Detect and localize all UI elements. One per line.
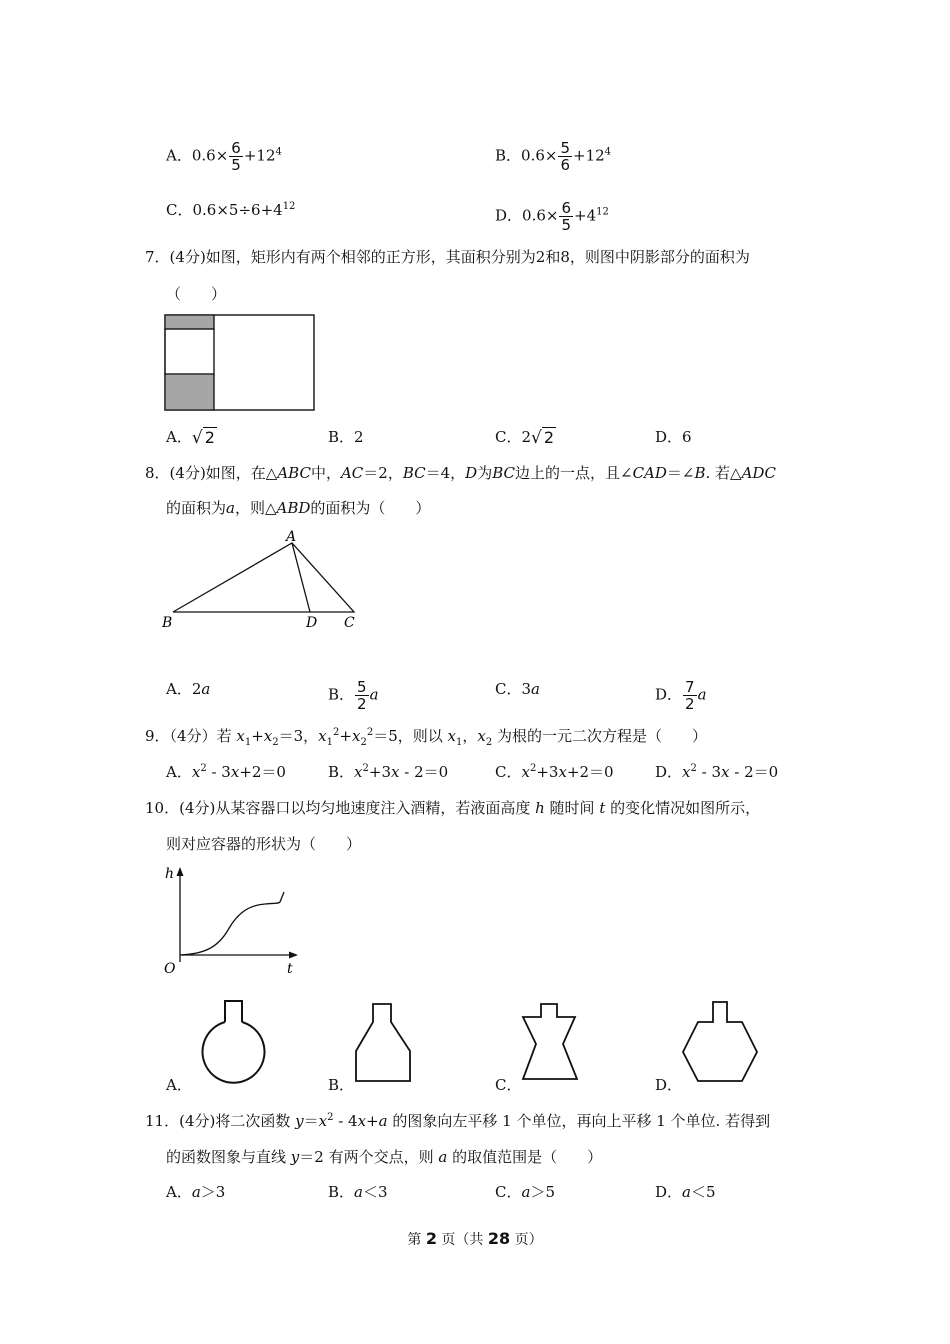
text: 0.6× xyxy=(521,146,558,165)
value: 3 xyxy=(521,680,532,698)
var: a xyxy=(191,1183,201,1201)
var: D xyxy=(465,464,478,482)
text: 第 xyxy=(407,1232,426,1248)
option-label: C． xyxy=(495,1183,522,1201)
option-label: B． xyxy=(328,763,355,781)
var: x xyxy=(263,727,273,745)
var: x xyxy=(558,763,567,781)
var: BC xyxy=(402,464,426,482)
var: x xyxy=(447,727,456,745)
exponent: 4 xyxy=(604,146,612,158)
denominator: 2 xyxy=(357,695,367,713)
q7-figure xyxy=(164,314,316,412)
text: - 2＝0 xyxy=(399,763,449,781)
var: B xyxy=(694,464,706,482)
exponent: 2 xyxy=(333,727,340,738)
text: 的取值范围是（ ） xyxy=(447,1148,603,1166)
q7-stem: 7．(4分)如图，矩形内有两个相邻的正方形，其面积分别为2和8，则图中阴影部分的面积为 xyxy=(145,248,750,266)
option-label: D． xyxy=(655,1183,683,1201)
text: 0.6×5÷6+4 xyxy=(192,201,283,219)
option-label: C． xyxy=(166,201,193,219)
denominator: 5 xyxy=(561,216,572,234)
var: x xyxy=(351,727,361,745)
var: x xyxy=(521,763,530,781)
radicand: 2 xyxy=(543,428,555,447)
numerator: 5 xyxy=(357,678,367,696)
value: 2 xyxy=(354,428,364,446)
var: ADC xyxy=(741,464,776,482)
sqrt xyxy=(531,428,556,448)
text: 0.6× xyxy=(522,206,559,225)
numerator: 5 xyxy=(560,139,571,157)
y-axis-arrow xyxy=(177,867,184,876)
text: 11．(4分)将二次函数 xyxy=(145,1112,296,1130)
label-b: B xyxy=(162,615,173,631)
var: t xyxy=(599,799,606,817)
denominator: 2 xyxy=(685,695,695,713)
text: +12 xyxy=(573,146,605,165)
q6-option-b xyxy=(495,140,611,173)
text: 为 xyxy=(477,464,493,482)
radical-sign: √ xyxy=(191,428,203,448)
var: CAD xyxy=(632,464,667,482)
hexagon-outline xyxy=(683,1002,757,1081)
text: ，则△ xyxy=(234,499,277,517)
label-d: D xyxy=(306,615,318,631)
var: a xyxy=(378,1112,388,1130)
text: +3 xyxy=(536,763,559,781)
var: a xyxy=(682,1183,691,1201)
denominator: 6 xyxy=(560,156,571,174)
subscript: 2 xyxy=(272,737,279,748)
var: h xyxy=(535,799,545,817)
text: + xyxy=(339,727,352,745)
var: a xyxy=(354,1183,363,1201)
text: ＝3， xyxy=(278,727,319,745)
numerator: 6 xyxy=(561,199,572,217)
q11-option-d xyxy=(655,1182,716,1202)
subscript: 2 xyxy=(485,737,493,748)
text: +2＝0 xyxy=(239,763,286,781)
text: 页（共 xyxy=(436,1232,488,1248)
text: - 2＝0 xyxy=(729,763,779,781)
container-b-bottle xyxy=(352,1002,414,1084)
text: 0.6× xyxy=(191,146,229,165)
container-a-flask xyxy=(200,998,272,1086)
var: a xyxy=(369,685,379,704)
exponent: 2 xyxy=(366,727,374,738)
text: ＝∠ xyxy=(666,464,695,482)
q7-option-b xyxy=(328,427,364,447)
sqrt xyxy=(192,428,217,448)
text: - 3 xyxy=(206,763,231,781)
fraction xyxy=(683,679,697,712)
exponent: 4 xyxy=(275,146,282,158)
numerator: 6 xyxy=(231,139,241,157)
small-square xyxy=(165,329,214,374)
text: 的图象向左平移 1 个单位，再向上平移 1 个单位. 若得到 xyxy=(387,1112,771,1130)
q10-option-b-label: B． xyxy=(328,1076,355,1094)
option-label: B． xyxy=(328,685,355,704)
q6-option-c xyxy=(166,200,295,220)
option-label: A． xyxy=(166,1183,192,1201)
var: x xyxy=(354,763,363,781)
value: ＜5 xyxy=(690,1183,716,1201)
value: ＜3 xyxy=(362,1183,388,1201)
text: +4 xyxy=(574,206,597,225)
text: 的面积为（ ） xyxy=(310,499,431,517)
var: x xyxy=(230,763,240,781)
text: - 4 xyxy=(333,1112,358,1130)
option-label: A． xyxy=(166,428,192,446)
text: 页） xyxy=(510,1232,543,1248)
container-d-hexagon xyxy=(680,1000,762,1084)
exponent: 2 xyxy=(327,1112,334,1123)
q8-stem-line1 xyxy=(145,463,776,483)
q7-option-a xyxy=(166,427,217,448)
fraction xyxy=(558,140,572,173)
q6-option-a xyxy=(166,140,282,173)
value: ＞5 xyxy=(530,1183,555,1201)
text: 边上的一点，且∠ xyxy=(514,464,633,482)
page-number: 2 xyxy=(425,1229,437,1248)
exponent: 12 xyxy=(282,201,296,212)
text: ＝2 有两个交点，则 xyxy=(299,1148,439,1166)
fraction xyxy=(229,140,243,173)
var: x xyxy=(191,763,201,781)
exponent: 2 xyxy=(200,763,207,774)
text: 8．(4分)如图，在△ xyxy=(145,464,278,482)
value: 2 xyxy=(191,680,202,698)
axis-label-t: t xyxy=(287,961,293,977)
value: ＞3 xyxy=(200,1183,226,1201)
q7-paren: （ ） xyxy=(166,285,227,303)
page-total: 28 xyxy=(487,1229,511,1248)
text: 随时间 xyxy=(544,799,600,817)
option-label: A． xyxy=(166,680,192,698)
text: ＝4， xyxy=(425,464,466,482)
q11-option-c xyxy=(495,1182,555,1202)
text: 为根的一元二次方程是（ ） xyxy=(492,727,707,745)
var: a xyxy=(201,680,211,698)
var: a xyxy=(521,1183,531,1201)
q10-stem-line2: 则对应容器的形状为（ ） xyxy=(166,835,362,853)
option-label: C． xyxy=(495,428,522,446)
q8-option-b xyxy=(328,679,379,712)
text: +12 xyxy=(243,146,276,165)
triangle-abc xyxy=(173,543,354,612)
exponent: 2 xyxy=(362,763,369,774)
var: x xyxy=(477,727,486,745)
option-label: B． xyxy=(495,146,522,165)
var: x xyxy=(682,763,691,781)
q9-option-a xyxy=(166,762,286,782)
label-a: A xyxy=(286,529,297,545)
option-label: B． xyxy=(328,428,355,446)
subscript: 1 xyxy=(244,737,252,748)
text: + xyxy=(251,727,264,745)
text: ＝5，则以 xyxy=(373,727,448,745)
shaded-region-bottom xyxy=(165,374,214,410)
subscript: 1 xyxy=(326,737,334,748)
round-body xyxy=(203,1022,265,1083)
neck xyxy=(225,1001,242,1022)
var: x xyxy=(391,763,400,781)
subscript: 2 xyxy=(360,737,367,748)
q10-option-a-label: A． xyxy=(166,1076,192,1094)
q6-option-d xyxy=(495,200,609,233)
text: +3 xyxy=(368,763,391,781)
option-label: B． xyxy=(328,1183,355,1201)
text: ＝ xyxy=(303,1112,319,1130)
option-label: A． xyxy=(166,146,192,165)
radical-sign: √ xyxy=(531,428,542,448)
q9-option-c xyxy=(495,762,614,782)
option-label: D． xyxy=(655,428,683,446)
bottle-outline xyxy=(356,1004,410,1081)
subscript: 1 xyxy=(455,737,463,748)
q7-option-c xyxy=(495,427,556,448)
var: a xyxy=(531,680,540,698)
text: 中， xyxy=(310,464,341,482)
page-footer xyxy=(0,1229,950,1249)
q8-triangle-figure xyxy=(160,528,365,633)
exponent: 2 xyxy=(690,763,697,774)
var: a xyxy=(697,685,707,704)
text: 的函数图象与直线 xyxy=(166,1148,291,1166)
text: 10．(4分)从某容器口以均匀地速度注入酒精，若液面高度 xyxy=(145,799,536,817)
exponent: 12 xyxy=(596,206,609,218)
radicand: 2 xyxy=(204,428,215,447)
label-c: C xyxy=(344,615,355,631)
var: y xyxy=(295,1112,304,1130)
var: a xyxy=(438,1148,448,1166)
axis-label-origin: O xyxy=(164,961,176,977)
option-label: D． xyxy=(655,685,683,704)
q8-stem-line2 xyxy=(166,498,430,518)
q9-option-d xyxy=(655,762,778,782)
q11-stem-line2 xyxy=(166,1147,602,1167)
q8-option-c xyxy=(495,679,540,699)
q10-option-c-label: C． xyxy=(495,1076,522,1094)
var: AC xyxy=(340,464,364,482)
q9-option-b xyxy=(328,762,448,782)
var: x xyxy=(357,1112,367,1130)
option-label: C． xyxy=(495,763,522,781)
var: a xyxy=(226,499,235,517)
shaded-region-top xyxy=(165,315,214,329)
q8-option-a xyxy=(166,679,210,699)
text: . 若△ xyxy=(705,464,742,482)
value: 6 xyxy=(682,428,692,446)
text: 的变化情况如图所示， xyxy=(605,799,761,817)
text: +2＝0 xyxy=(566,763,614,781)
container-c-hourglass xyxy=(519,1002,581,1082)
curve xyxy=(180,892,284,955)
var: x xyxy=(721,763,730,781)
coefficient: 2 xyxy=(521,428,532,446)
var: y xyxy=(290,1148,300,1166)
axis-label-h: h xyxy=(165,866,175,882)
option-label: A． xyxy=(166,763,192,781)
text: ， xyxy=(462,727,478,745)
q11-option-a xyxy=(166,1182,225,1202)
var: x xyxy=(318,727,327,745)
text: ＝2， xyxy=(363,464,403,482)
hourglass-outline xyxy=(523,1004,577,1079)
var: x xyxy=(318,1112,328,1130)
text: 的面积为 xyxy=(166,499,227,517)
option-label: D． xyxy=(655,763,683,781)
exponent: 2 xyxy=(529,763,537,774)
var: ABC xyxy=(277,464,311,482)
option-label: C． xyxy=(495,680,522,698)
q10-option-d-label: D． xyxy=(655,1076,683,1094)
option-label: D． xyxy=(495,206,523,225)
var: x xyxy=(236,727,245,745)
x-axis-arrow xyxy=(289,952,298,959)
q7-option-d xyxy=(655,427,692,447)
q10-stem-line1 xyxy=(145,798,760,818)
var: BC xyxy=(492,464,515,482)
q8-option-d xyxy=(655,679,707,712)
q11-stem-line1 xyxy=(145,1111,770,1131)
fraction xyxy=(559,200,573,233)
numerator: 7 xyxy=(685,678,695,696)
q11-option-b xyxy=(328,1182,388,1202)
text: - 3 xyxy=(696,763,722,781)
text: 9．（4分）若 xyxy=(145,727,237,745)
var: ABD xyxy=(276,499,311,517)
q9-stem xyxy=(145,726,707,746)
fraction xyxy=(355,679,369,712)
q10-graph xyxy=(160,862,310,982)
text: + xyxy=(366,1112,379,1130)
denominator: 5 xyxy=(231,156,241,174)
